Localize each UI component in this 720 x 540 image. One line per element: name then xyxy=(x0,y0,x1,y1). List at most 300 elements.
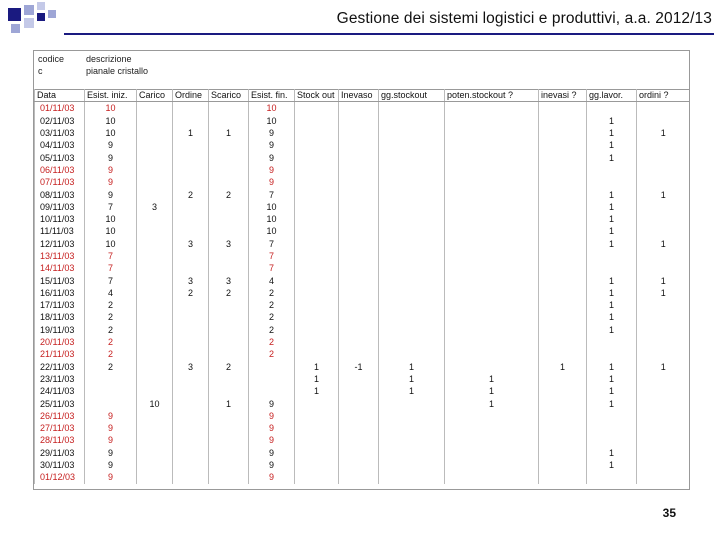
table-cell: 1 xyxy=(539,361,587,373)
table-cell xyxy=(539,373,587,385)
table-cell xyxy=(209,299,249,311)
table-cell xyxy=(173,115,209,127)
table-cell xyxy=(295,287,339,299)
table-cell xyxy=(339,348,379,360)
table-cell xyxy=(137,447,173,459)
table-cell: 2 xyxy=(85,348,137,360)
table-cell xyxy=(637,225,690,237)
table-cell xyxy=(379,115,445,127)
table-cell: 1 xyxy=(379,373,445,385)
table-cell xyxy=(539,115,587,127)
table-cell: 1 xyxy=(173,127,209,139)
table-cell xyxy=(339,447,379,459)
table-cell xyxy=(295,434,339,446)
table-cell: 1 xyxy=(379,385,445,397)
table-cell: 1 xyxy=(587,213,637,225)
table-cell xyxy=(173,385,209,397)
table-cell xyxy=(445,348,539,360)
table-cell xyxy=(137,151,173,163)
table-cell: 9 xyxy=(85,164,137,176)
date-cell: 25/11/03 xyxy=(35,397,85,409)
table-cell: 9 xyxy=(249,471,295,483)
date-cell: 15/11/03 xyxy=(35,274,85,286)
table-cell xyxy=(637,299,690,311)
table-cell xyxy=(173,434,209,446)
table-cell xyxy=(85,373,137,385)
table-cell: -1 xyxy=(339,361,379,373)
table-cell xyxy=(379,274,445,286)
table-row xyxy=(35,410,690,422)
table-cell xyxy=(539,336,587,348)
table-cell: 10 xyxy=(249,225,295,237)
table-cell: 10 xyxy=(85,102,137,115)
date-cell: 14/11/03 xyxy=(35,262,85,274)
table-cell xyxy=(137,373,173,385)
table-cell xyxy=(637,102,690,115)
table-cell xyxy=(173,447,209,459)
table-cell xyxy=(637,434,690,446)
table-cell xyxy=(445,299,539,311)
table-cell xyxy=(445,447,539,459)
table-cell xyxy=(209,225,249,237)
table-cell: 1 xyxy=(587,385,637,397)
table-cell: 10 xyxy=(85,238,137,250)
table-cell xyxy=(445,238,539,250)
spreadsheet xyxy=(33,50,690,490)
table-cell xyxy=(209,447,249,459)
table-cell xyxy=(339,422,379,434)
date-cell: 05/11/03 xyxy=(35,151,85,163)
table-cell xyxy=(173,348,209,360)
table-cell xyxy=(539,201,587,213)
table-row xyxy=(35,385,690,397)
page-number: 35 xyxy=(662,506,676,520)
table-cell xyxy=(137,139,173,151)
table-cell xyxy=(249,361,295,373)
date-cell: 23/11/03 xyxy=(35,373,85,385)
table-cell: 1 xyxy=(587,238,637,250)
table-cell xyxy=(209,139,249,151)
table-cell: 2 xyxy=(85,299,137,311)
table-row xyxy=(35,287,690,299)
table-row xyxy=(35,447,690,459)
table-cell: 3 xyxy=(173,274,209,286)
table-cell xyxy=(379,348,445,360)
table-cell: 1 xyxy=(295,361,339,373)
table-cell: 9 xyxy=(85,151,137,163)
table-cell xyxy=(339,336,379,348)
table-cell xyxy=(379,238,445,250)
table-cell xyxy=(339,164,379,176)
table-cell xyxy=(137,361,173,373)
table-cell xyxy=(379,262,445,274)
table-cell xyxy=(339,250,379,262)
table-cell: 10 xyxy=(85,225,137,237)
table-cell xyxy=(637,410,690,422)
table-cell: 7 xyxy=(85,201,137,213)
table-cell xyxy=(209,115,249,127)
table-row xyxy=(35,422,690,434)
table-cell xyxy=(539,151,587,163)
table-cell xyxy=(137,164,173,176)
table-cell: 1 xyxy=(587,459,637,471)
table-cell xyxy=(209,422,249,434)
table-cell xyxy=(339,225,379,237)
table-cell xyxy=(637,397,690,409)
decor-square xyxy=(8,8,21,21)
table-cell xyxy=(587,471,637,483)
table-cell xyxy=(173,459,209,471)
table-cell xyxy=(379,225,445,237)
table-cell xyxy=(249,385,295,397)
table-cell xyxy=(339,188,379,200)
table-cell xyxy=(445,213,539,225)
date-cell: 13/11/03 xyxy=(35,250,85,262)
table-cell xyxy=(173,102,209,115)
table-cell: 3 xyxy=(137,201,173,213)
table-cell xyxy=(379,299,445,311)
decor-square xyxy=(37,2,45,10)
table-cell xyxy=(637,422,690,434)
table-cell xyxy=(295,102,339,115)
table-cell xyxy=(339,287,379,299)
table-row xyxy=(35,397,690,409)
table-cell xyxy=(379,459,445,471)
table-cell: 1 xyxy=(445,373,539,385)
table-cell xyxy=(137,311,173,323)
table-cell xyxy=(137,238,173,250)
table-cell xyxy=(539,385,587,397)
decor-square xyxy=(48,10,56,18)
table-cell xyxy=(379,188,445,200)
table-cell xyxy=(539,434,587,446)
table-cell xyxy=(137,274,173,286)
column-header: gg.stockout xyxy=(379,89,445,102)
table-cell xyxy=(445,188,539,200)
table-cell xyxy=(637,151,690,163)
table-cell xyxy=(587,250,637,262)
column-header: Carico xyxy=(137,89,173,102)
table-cell: 9 xyxy=(249,410,295,422)
table-cell: 2 xyxy=(85,361,137,373)
table-cell xyxy=(339,324,379,336)
table-cell: 10 xyxy=(249,201,295,213)
table-cell xyxy=(379,176,445,188)
table-cell: 7 xyxy=(249,238,295,250)
table-row xyxy=(35,459,690,471)
table-cell xyxy=(137,225,173,237)
table-cell xyxy=(137,250,173,262)
table-cell xyxy=(137,385,173,397)
table-cell xyxy=(445,336,539,348)
table-cell: 2 xyxy=(85,311,137,323)
table-cell xyxy=(173,410,209,422)
table-cell xyxy=(173,225,209,237)
table-cell xyxy=(379,151,445,163)
table-cell xyxy=(379,287,445,299)
table-cell: 9 xyxy=(249,164,295,176)
table-cell xyxy=(137,459,173,471)
item-header xyxy=(34,51,689,90)
table-cell xyxy=(295,250,339,262)
table-cell xyxy=(209,373,249,385)
table-cell xyxy=(445,115,539,127)
table-row xyxy=(35,176,690,188)
table-cell xyxy=(379,410,445,422)
date-cell: 03/11/03 xyxy=(35,127,85,139)
table-cell xyxy=(173,176,209,188)
table-row xyxy=(35,188,690,200)
codice-label: codice xyxy=(38,54,65,64)
date-cell: 30/11/03 xyxy=(35,459,85,471)
table-header-row xyxy=(35,89,690,102)
table-cell xyxy=(539,447,587,459)
table-cell xyxy=(173,262,209,274)
table-cell: 1 xyxy=(637,238,690,250)
table-cell: 9 xyxy=(85,447,137,459)
table-cell xyxy=(209,471,249,483)
table-cell: 1 xyxy=(587,225,637,237)
date-cell: 19/11/03 xyxy=(35,324,85,336)
table-cell xyxy=(637,447,690,459)
table-cell xyxy=(445,102,539,115)
table-cell: 1 xyxy=(445,385,539,397)
table-cell xyxy=(539,299,587,311)
table-cell xyxy=(173,250,209,262)
table-cell xyxy=(379,397,445,409)
table-cell xyxy=(339,102,379,115)
table-cell: 2 xyxy=(85,336,137,348)
table-cell: 10 xyxy=(137,397,173,409)
table-cell: 9 xyxy=(249,434,295,446)
column-header: inevasi ? xyxy=(539,89,587,102)
descrizione-value: pianale cristallo xyxy=(86,66,149,76)
table-cell xyxy=(445,410,539,422)
table-cell: 9 xyxy=(249,127,295,139)
table-cell xyxy=(339,201,379,213)
decor-square xyxy=(11,24,20,33)
table-cell xyxy=(209,151,249,163)
table-cell xyxy=(85,385,137,397)
table-cell: 2 xyxy=(249,336,295,348)
column-header: Inevaso xyxy=(339,89,379,102)
table-cell xyxy=(339,213,379,225)
table-cell xyxy=(445,176,539,188)
table-cell: 1 xyxy=(295,385,339,397)
table-cell xyxy=(637,324,690,336)
table-cell xyxy=(539,250,587,262)
table-cell: 1 xyxy=(445,397,539,409)
slide-title: Gestione dei sistemi logistici e produttivi, a.a. 2012/13 xyxy=(336,10,712,27)
table-cell xyxy=(209,459,249,471)
table-cell xyxy=(587,164,637,176)
table-row xyxy=(35,348,690,360)
table-cell xyxy=(379,447,445,459)
table-cell xyxy=(339,176,379,188)
table-cell xyxy=(587,410,637,422)
date-cell: 02/11/03 xyxy=(35,115,85,127)
table-cell xyxy=(295,447,339,459)
table-cell xyxy=(637,373,690,385)
table-cell: 1 xyxy=(587,188,637,200)
table-cell xyxy=(295,422,339,434)
table-row xyxy=(35,336,690,348)
column-header: poten.stockout ? xyxy=(445,89,539,102)
table-cell xyxy=(137,213,173,225)
table-cell: 4 xyxy=(85,287,137,299)
date-cell: 18/11/03 xyxy=(35,311,85,323)
table-row xyxy=(35,299,690,311)
table-cell xyxy=(339,385,379,397)
table-cell xyxy=(295,471,339,483)
decor-square xyxy=(24,18,34,28)
table-cell xyxy=(637,459,690,471)
table-cell: 10 xyxy=(249,102,295,115)
table-row xyxy=(35,373,690,385)
table-cell: 2 xyxy=(85,324,137,336)
table-cell xyxy=(539,262,587,274)
table-cell xyxy=(379,311,445,323)
table-cell: 9 xyxy=(85,176,137,188)
table-cell xyxy=(539,274,587,286)
date-cell: 27/11/03 xyxy=(35,422,85,434)
date-cell: 09/11/03 xyxy=(35,201,85,213)
table-cell xyxy=(445,311,539,323)
table-cell xyxy=(379,139,445,151)
date-cell: 20/11/03 xyxy=(35,336,85,348)
table-cell xyxy=(295,397,339,409)
table-cell: 1 xyxy=(587,127,637,139)
date-cell: 17/11/03 xyxy=(35,299,85,311)
table-cell xyxy=(137,324,173,336)
table-row xyxy=(35,201,690,213)
date-cell: 07/11/03 xyxy=(35,176,85,188)
table-cell xyxy=(339,373,379,385)
column-header: Ordine xyxy=(173,89,209,102)
column-header: Data xyxy=(35,89,85,102)
table-cell xyxy=(295,188,339,200)
table-cell xyxy=(249,373,295,385)
table-row xyxy=(35,139,690,151)
table-row xyxy=(35,127,690,139)
column-header: Esist. iniz. xyxy=(85,89,137,102)
table-cell xyxy=(637,262,690,274)
table-cell xyxy=(295,459,339,471)
table-cell xyxy=(445,151,539,163)
table-cell xyxy=(445,422,539,434)
table-cell: 10 xyxy=(249,213,295,225)
table-cell xyxy=(539,164,587,176)
table-cell xyxy=(637,176,690,188)
table-cell xyxy=(173,471,209,483)
table-cell xyxy=(209,201,249,213)
table-cell: 1 xyxy=(209,127,249,139)
column-header: Stock out xyxy=(295,89,339,102)
date-cell: 21/11/03 xyxy=(35,348,85,360)
table-cell: 1 xyxy=(587,324,637,336)
table-cell xyxy=(137,176,173,188)
table-cell xyxy=(209,311,249,323)
table-cell: 2 xyxy=(173,287,209,299)
table-cell xyxy=(295,225,339,237)
column-header: Esist. fin. xyxy=(249,89,295,102)
table-cell xyxy=(295,262,339,274)
table-cell: 1 xyxy=(587,361,637,373)
table-cell xyxy=(173,151,209,163)
column-header: gg.lavor. xyxy=(587,89,637,102)
table-cell: 9 xyxy=(249,459,295,471)
table-cell: 3 xyxy=(209,238,249,250)
table-cell xyxy=(137,299,173,311)
table-cell xyxy=(587,262,637,274)
table-cell xyxy=(379,336,445,348)
table-row xyxy=(35,250,690,262)
table-cell xyxy=(339,238,379,250)
table-cell xyxy=(379,471,445,483)
table-cell: 1 xyxy=(587,299,637,311)
table-cell xyxy=(137,102,173,115)
table-cell xyxy=(173,299,209,311)
table-cell xyxy=(137,434,173,446)
table-cell: 1 xyxy=(587,447,637,459)
table-cell: 9 xyxy=(85,139,137,151)
table-cell xyxy=(637,348,690,360)
table-cell xyxy=(209,348,249,360)
table-cell xyxy=(445,225,539,237)
table-cell: 9 xyxy=(249,176,295,188)
table-cell: 2 xyxy=(249,299,295,311)
table-cell: 7 xyxy=(85,274,137,286)
column-header: ordini ? xyxy=(637,89,690,102)
table-cell: 9 xyxy=(249,422,295,434)
table-cell xyxy=(173,324,209,336)
table-cell xyxy=(445,274,539,286)
table-cell xyxy=(445,250,539,262)
table-cell xyxy=(173,422,209,434)
table-cell xyxy=(539,471,587,483)
table-cell: 2 xyxy=(249,287,295,299)
table-row xyxy=(35,471,690,483)
table-cell: 10 xyxy=(85,213,137,225)
table-cell xyxy=(173,139,209,151)
table-cell xyxy=(637,311,690,323)
date-cell: 16/11/03 xyxy=(35,287,85,299)
date-cell: 01/12/03 xyxy=(35,471,85,483)
table-cell: 7 xyxy=(85,250,137,262)
table-cell: 9 xyxy=(249,447,295,459)
table-cell xyxy=(539,422,587,434)
table-cell xyxy=(339,311,379,323)
table-cell xyxy=(137,348,173,360)
table-cell xyxy=(209,336,249,348)
table-cell xyxy=(137,287,173,299)
table-cell xyxy=(539,324,587,336)
table-cell xyxy=(173,397,209,409)
table-cell xyxy=(339,262,379,274)
table-cell xyxy=(539,225,587,237)
table-cell xyxy=(295,213,339,225)
table-cell: 1 xyxy=(379,361,445,373)
table-cell xyxy=(379,102,445,115)
date-cell: 04/11/03 xyxy=(35,139,85,151)
table-cell: 9 xyxy=(85,471,137,483)
table-cell: 2 xyxy=(249,324,295,336)
table-cell xyxy=(173,311,209,323)
table-cell xyxy=(445,127,539,139)
table-cell: 1 xyxy=(587,397,637,409)
table-cell xyxy=(539,287,587,299)
column-header: Scarico xyxy=(209,89,249,102)
